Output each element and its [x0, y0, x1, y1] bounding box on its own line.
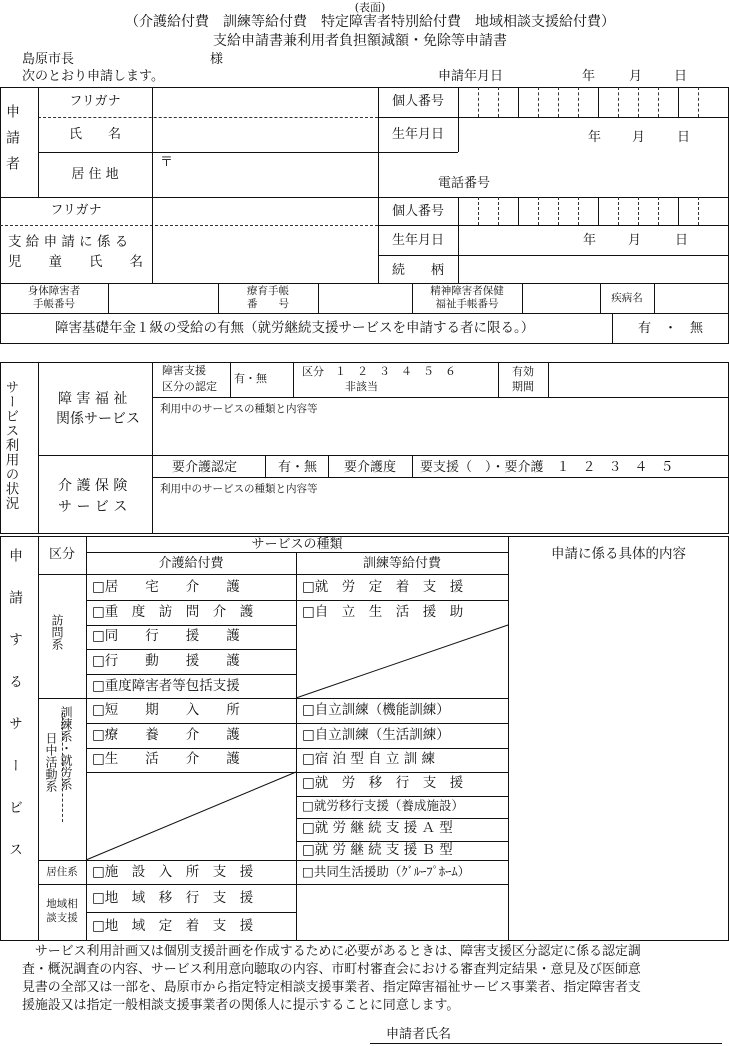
day-activity-group-label: 日中活動系 [44, 732, 58, 792]
support-category-not-applicable[interactable]: 非該当 [345, 380, 378, 393]
service-functional-training[interactable]: □自立訓練（機能訓練） [302, 702, 450, 718]
welfare-in-use-note: 利用中のサービスの種類と内容等 [160, 403, 318, 415]
child-birth-date-label: 生年月日 [391, 233, 444, 248]
applicant-birth-day: 日 [677, 130, 691, 145]
usage-section-label: サービス利用の状況 [2, 380, 19, 511]
child-birth-month: 月 [628, 233, 642, 248]
addressee: 島原市長 [22, 52, 75, 67]
child-relation-label: 続 柄 [391, 263, 444, 278]
child-birth-year: 年 [583, 233, 597, 248]
care-services-field[interactable] [153, 497, 728, 533]
applicant-furigana-field[interactable] [153, 88, 377, 116]
service-type-header: サービスの種類 [251, 537, 343, 552]
rehab-handbook-label-line2: 番 号 [247, 298, 289, 310]
applicant-name-field[interactable] [153, 118, 377, 151]
applicant-section-label: 申請者 [4, 104, 20, 182]
signature-line[interactable] [370, 1043, 722, 1044]
care-in-use-note: 利用中のサービスの種類と内容等 [160, 483, 318, 495]
service-short-stay[interactable]: □短 期 入 所 [92, 702, 240, 718]
applicant-name-label: 氏 名 [68, 127, 121, 142]
details-header: 申請に係る具体的内容 [551, 546, 686, 562]
child-name-field[interactable] [153, 226, 377, 282]
service-life-training[interactable]: □自立訓練（生活訓練） [302, 727, 450, 743]
child-furigana-label: フリガナ [50, 203, 102, 218]
service-work-transition-support[interactable]: □就 労 移 行 支 援 [302, 775, 464, 791]
honorific: 様 [210, 52, 224, 67]
benefit-types-line: （介護給付費 訓練等給付費 特定障害者特別給付費 地域相談支援給付費） [125, 14, 615, 30]
care-levels[interactable]: 要支援（ ）・要介護 １ ２ ３ ４ ５ [420, 460, 674, 475]
service-continued-work-a[interactable]: □就 労 継 続 支 援 Ａ 型 [302, 820, 453, 836]
consent-line2: 査・概況調査の内容、サービス利用意向聴取の内容、市町村審査会における審査判定結果・意見及び医師意 [22, 962, 641, 977]
service-accompany-support[interactable]: □同 行 援 護 [92, 628, 240, 644]
service-facility-admission-support[interactable]: □施 設 入 所 支 援 [92, 864, 254, 880]
consent-line3: 見書の全部又は一部を、島原市から指定特定相談支援事業者、指定障害福祉サービス事業者、指定障害者支 [22, 980, 641, 995]
applicant-birth-date-label: 生年月日 [391, 127, 444, 142]
applicant-furigana-label: フリガナ [69, 94, 121, 109]
training-benefit-header: 訓練等給付費 [362, 556, 441, 571]
pension-yes-no[interactable]: 有 ・ 無 [637, 321, 703, 336]
welfare-services-line1: 障 害 福 祉 [58, 391, 128, 407]
date-year: 年 [582, 69, 596, 84]
care-certification-yes-no[interactable]: 有・無 [278, 460, 318, 475]
visit-group-label: 訪問系 [50, 614, 64, 650]
community-group-label-line2: 談支援 [46, 912, 78, 924]
date-month: 月 [629, 69, 643, 84]
service-behavior-support[interactable]: □行 動 援 護 [92, 653, 240, 669]
community-group-label-line1: 地域相 [46, 898, 78, 910]
mental-handbook-label-line2: 福祉手帳番号 [435, 298, 499, 310]
service-work-transition-training-school[interactable]: □就労移行支援（養成施設） [302, 798, 464, 813]
support-category-yes-no[interactable]: 有・無 [234, 372, 267, 385]
valid-period-label-line1: 有効 [512, 365, 534, 378]
applicant-birth-year: 年 [588, 130, 602, 145]
physical-handbook-label-line1: 身体障害者 [27, 285, 81, 297]
physical-handbook-label-line2: 手帳番号 [33, 298, 75, 310]
postal-mark: 〒 [160, 155, 174, 170]
disease-name-label: 疾病名 [611, 292, 643, 304]
services-section-label: 申請するサービス [7, 548, 23, 884]
application-date-label: 申請年月日 [438, 69, 504, 84]
division-header: 区分 [48, 547, 75, 562]
service-severe-comprehensive-support[interactable]: □重度障害者等包括支援 [92, 678, 240, 694]
care-certification-label: 要介護認定 [172, 460, 238, 475]
service-community-transition[interactable]: □地 域 移 行 支 援 [92, 890, 254, 906]
welfare-services-field[interactable] [153, 417, 728, 454]
face-label: (表面) [354, 1, 386, 14]
care-insurance-line2: サ ー ビ ス [58, 499, 128, 515]
date-day: 日 [674, 69, 688, 84]
applicant-personal-number-label: 個人番号 [391, 94, 444, 109]
details-field[interactable] [509, 575, 728, 940]
service-severe-visit-care[interactable]: □重 度 訪 問 介 護 [92, 604, 254, 620]
phone-label: 電話番号 [438, 176, 491, 191]
applicant-address-label: 居 住 地 [71, 167, 119, 182]
support-category-label-line2: 区分の認定 [162, 380, 217, 393]
service-home-care[interactable]: □居 宅 介 護 [92, 579, 240, 595]
training-work-group-label: 訓練系・就労系 [59, 706, 73, 790]
service-residential-training[interactable]: □宿 泊 型 自 立 訓 練 [302, 751, 436, 767]
child-furigana-field[interactable] [153, 198, 377, 224]
service-group-home[interactable]: □共同生活援助（ｸﾞﾙｰﾌﾟﾎｰﾑ） [302, 864, 471, 879]
service-community-settlement[interactable]: □地 域 定 着 支 援 [92, 918, 254, 934]
rehab-handbook-label-line1: 療育手帳 [247, 285, 289, 297]
child-personal-number-label: 個人番号 [391, 204, 444, 219]
service-life-care[interactable]: □生 活 介 護 [92, 751, 240, 767]
form-title: 支給申請書兼利用者負担額減額・免除等申請書 [213, 33, 507, 49]
consent-line1: サービス利用計画又は個別支援計画を作成するために必要があるときは、障害支援区分認定に係る認定調 [22, 944, 641, 959]
care-insurance-line1: 介 護 保 険 [58, 478, 128, 494]
service-continued-work-b[interactable]: □就 労 継 続 支 援 Ｂ 型 [302, 842, 453, 858]
service-work-retention-support[interactable]: □就 労 定 着 支 援 [302, 579, 464, 595]
mental-handbook-label-line1: 精神障害者保健 [430, 285, 504, 297]
child-name-label-line2: 児 童 氏 名 [8, 254, 143, 270]
child-birth-day: 日 [675, 233, 689, 248]
applicant-address-field[interactable] [153, 153, 728, 196]
applicant-birth-month: 月 [632, 130, 646, 145]
request-text: 次のとおり申請します。 [22, 69, 164, 84]
care-level-label: 要介護度 [344, 460, 397, 475]
signature-label: 申請者氏名 [386, 1027, 452, 1042]
consent-line4: 援施設又は指定一般相談支援事業者の関係人に提示することに同意します。 [22, 998, 460, 1013]
support-category-levels[interactable]: 区分 １ ２ ３ ４ ５ ６ [302, 365, 456, 378]
pension-question: 障害基礎年金１級の受給の有無（就労継続支援サービスを申請する者に限る。） [55, 320, 535, 336]
care-benefit-header: 介護給付費 [158, 556, 224, 571]
valid-period-label-line2: 期間 [512, 380, 534, 393]
welfare-services-line2: 関係サービス [56, 411, 140, 427]
child-name-label-line1: 支 給 申 請 に 係 る [8, 234, 129, 250]
service-independent-living-assist[interactable]: □自 立 生 活 援 助 [302, 604, 464, 620]
residence-group-label: 居住系 [46, 866, 78, 878]
support-category-label-line1: 障害支援 [162, 364, 206, 377]
service-medical-care[interactable]: □療 養 介 護 [92, 727, 240, 743]
